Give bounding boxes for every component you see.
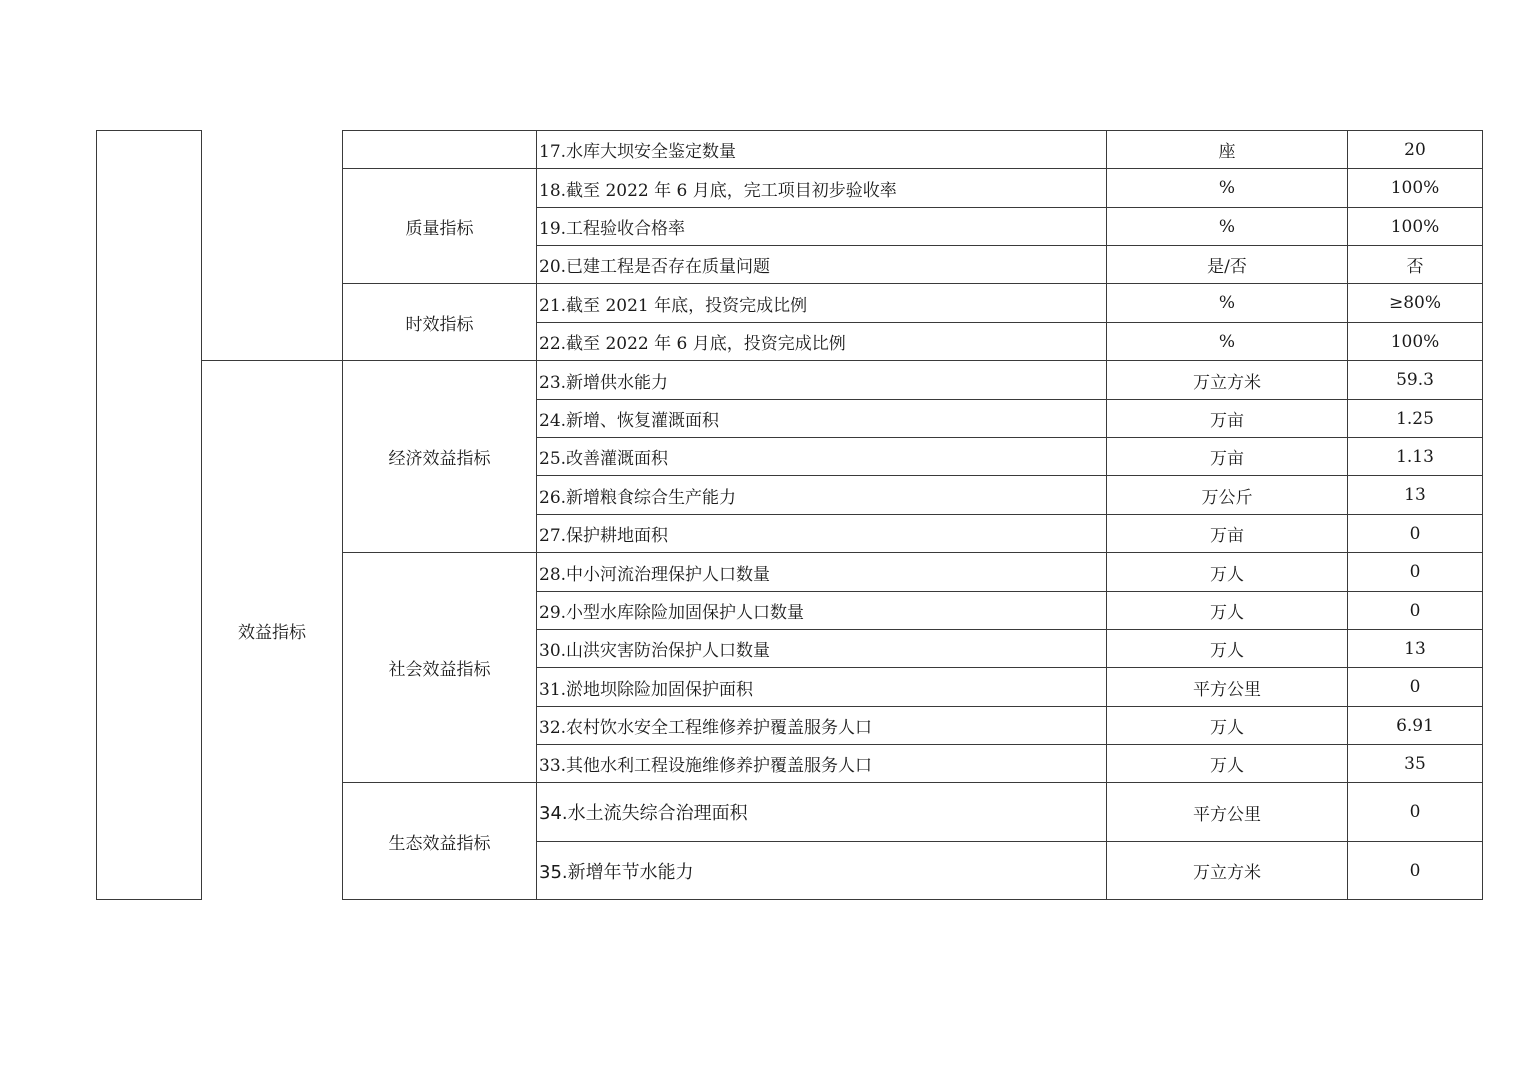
level1-label: 效益指标 <box>238 622 306 643</box>
group-label: 质量指标 <box>405 218 474 239</box>
unit-cell: 万人 <box>1210 641 1244 661</box>
value-cell: 13 <box>1404 485 1426 505</box>
unit-cell: 万人 <box>1210 718 1244 738</box>
indicator-cell: 29.小型水库除险加固保护人口数量 <box>539 603 805 623</box>
table-bottom-border <box>96 899 202 900</box>
group-label: 社会效益指标 <box>388 660 491 680</box>
table-top-border <box>96 130 202 131</box>
unit-cell: 平方公里 <box>1193 804 1261 825</box>
column-divider <box>1482 130 1483 900</box>
unit-cell: 万人 <box>1210 564 1244 585</box>
value-cell: 否 <box>1406 257 1424 277</box>
unit-cell: 万亩 <box>1210 411 1244 431</box>
value-cell: 0 <box>1409 677 1421 697</box>
value-cell: 0 <box>1409 860 1421 881</box>
value-cell: ≥80% <box>1388 293 1442 313</box>
indicator-cell: 31.淤地坝除险加固保护面积 <box>539 679 754 700</box>
table-bottom-border <box>342 899 1483 900</box>
value-cell: 100% <box>1390 178 1440 198</box>
indicator-cell: 32.农村饮水安全工程维修养护覆盖服务人口 <box>539 718 873 738</box>
indicator-cell: 34.水土流失综合治理面积 <box>539 803 748 824</box>
unit-cell: % <box>1218 293 1236 313</box>
indicator-cell: 17.水库大坝安全鉴定数量 <box>539 142 737 162</box>
unit-cell: % <box>1218 178 1236 198</box>
indicator-cell: 28.中小河流治理保护人口数量 <box>539 564 771 585</box>
indicator-cell: 27.保护耕地面积 <box>539 526 669 546</box>
group-label: 时效指标 <box>405 314 474 335</box>
value-cell: 100% <box>1390 331 1440 352</box>
value-cell: 35 <box>1404 753 1426 774</box>
unit-cell: 万立方米 <box>1193 863 1261 883</box>
value-cell: 100% <box>1390 216 1440 237</box>
indicator-cell: 26.新增粮食综合生产能力 <box>539 487 737 508</box>
value-cell: 6.91 <box>1396 715 1434 736</box>
value-cell: 0 <box>1409 562 1421 582</box>
indicator-cell: 30.山洪灾害防治保护人口数量 <box>539 641 771 661</box>
group-label: 生态效益指标 <box>388 833 491 854</box>
unit-cell: 万人 <box>1210 756 1244 776</box>
unit-cell: 万公斤 <box>1201 487 1253 508</box>
unit-cell: % <box>1218 331 1236 352</box>
indicator-cell: 19.工程验收合格率 <box>539 219 686 239</box>
value-cell: 20 <box>1404 139 1426 160</box>
unit-cell: 万立方米 <box>1193 372 1261 393</box>
unit-cell: 座 <box>1218 142 1236 162</box>
indicator-cell: 25.改善灌溉面积 <box>539 449 669 469</box>
value-cell: 0 <box>1409 523 1421 544</box>
unit-cell: 是/否 <box>1207 257 1247 277</box>
indicator-cell: 18.截至 2022 年 6 月底，完工项目初步验收率 <box>539 180 897 201</box>
value-cell: 0 <box>1409 600 1421 621</box>
indicator-cell: 20.已建工程是否存在质量问题 <box>539 257 771 277</box>
value-cell: 1.13 <box>1396 446 1434 467</box>
unit-cell: 万人 <box>1210 603 1244 623</box>
indicator-cell: 23.新增供水能力 <box>539 372 669 393</box>
value-cell: 1.25 <box>1396 408 1434 429</box>
indicator-cell: 22.截至 2022 年 6 月底，投资完成比例 <box>539 334 846 354</box>
value-cell: 59.3 <box>1396 370 1434 390</box>
indicator-cell: 35.新增年节水能力 <box>539 861 694 883</box>
unit-cell: 万亩 <box>1210 526 1244 546</box>
indicator-cell: 24.新增、恢复灌溉面积 <box>539 411 720 431</box>
value-cell: 13 <box>1404 638 1426 659</box>
value-cell: 0 <box>1409 802 1421 822</box>
group-label: 经济效益指标 <box>388 449 491 469</box>
column-divider <box>96 130 97 900</box>
indicator-cell: 21.截至 2021 年底，投资完成比例 <box>539 295 808 316</box>
unit-cell: % <box>1218 216 1236 237</box>
unit-cell: 万亩 <box>1210 449 1244 469</box>
unit-cell: 平方公里 <box>1193 679 1261 700</box>
indicator-cell: 33.其他水利工程设施维修养护覆盖服务人口 <box>539 756 873 776</box>
